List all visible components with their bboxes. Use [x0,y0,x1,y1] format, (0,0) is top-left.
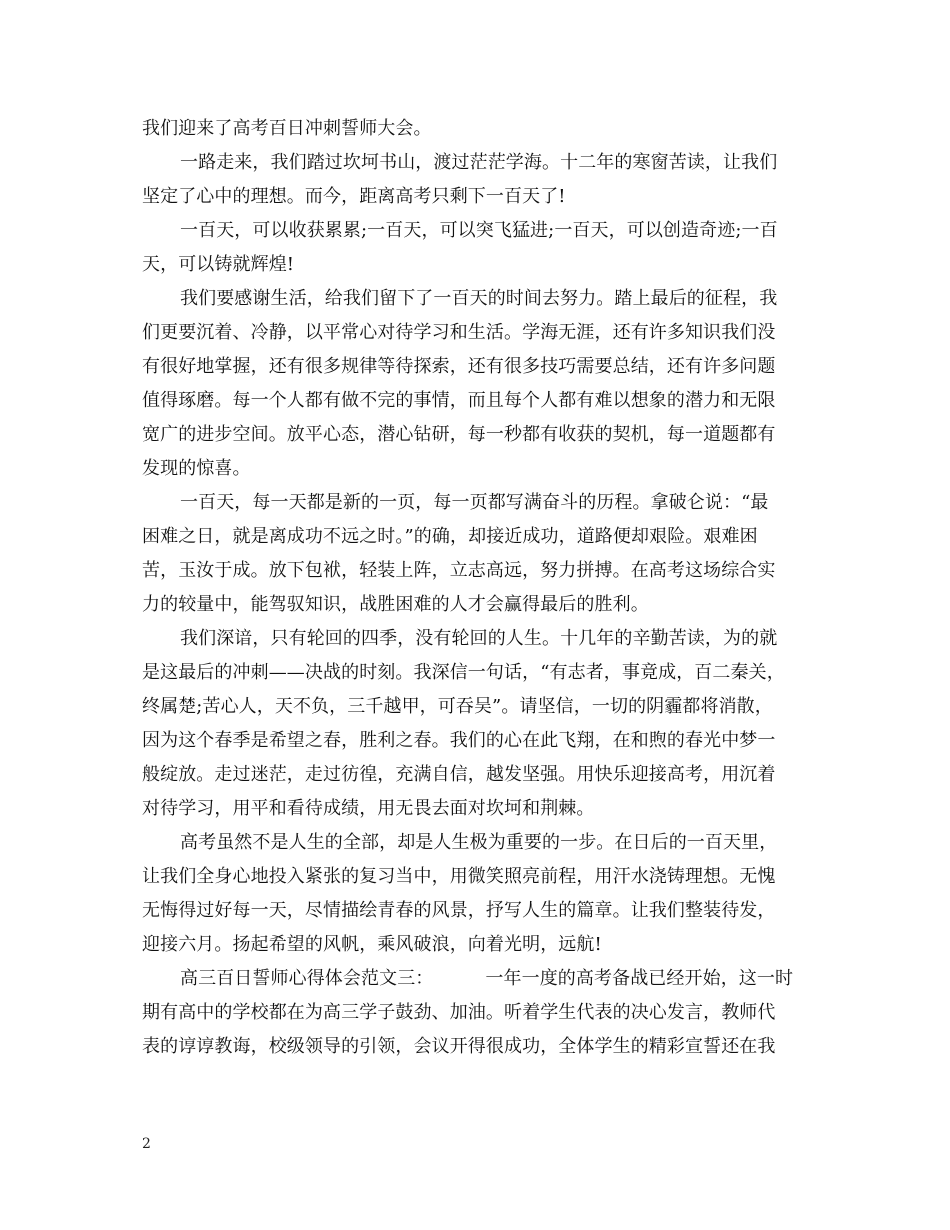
text-line: 们更要沉着、冷静，以平常心对待学习和生活。学海无涯，还有许多知识我们没 [142,322,776,343]
text-line: 值得琢磨。每一个人都有做不完的事情，而且每个人都有难以想象的潜力和无限 [142,390,776,411]
text-line: 宽广的进步空间。放平心态，潜心钻研，每一秒都有收获的契机，每一道题都有 [142,424,776,445]
document-body [142,114,822,1066]
text-line: 期有高中的学校都在为高三学子鼓劲、加油。听着学生代表的决心发言，教师代 [142,1002,776,1023]
text-line: 一路走来，我们踏过坎坷书山，渡过茫茫学海。十二年的寒窗苦读，让我们 [180,152,778,173]
text-line: 力的较量中，能驾驭知识，战胜困难的人才会赢得最后的胜利。 [142,594,649,615]
text-line: 困难之日，就是离成功不远之时。”的确，却接近成功，道路便却艰险。艰难困 [142,526,758,547]
text-line: 高考虽然不是人生的全部，却是人生极为重要的一步。在日后的一百天里， [180,832,778,853]
text-line: 我们迎来了高考百日冲刺誓师大会。 [142,118,432,139]
section-heading-line [142,964,822,998]
page-number: 2 [142,1136,151,1152]
text-line: 因为这个春季是希望之春，胜利之春。我们的心在此飞翔，在和煦的春光中梦一 [142,730,776,751]
text-line: 坚定了心中的理想。而今，距离高考只剩下一百天了! [142,186,566,207]
text-line: 是这最后的冲刺——决战的时刻。我深信一句话，“有志者，事竟成，百二秦关， [142,662,785,683]
text-line: 苦，玉汝于成。放下包袱，轻装上阵，立志高远，努力拼搏。在高考这场综合实 [142,560,776,581]
text-line: 无悔得过好每一天，尽情描绘青春的风景，抒写人生的篇章。让我们整装待发， [142,900,776,921]
text-line: 一百天，每一天都是新的一页，每一页都写满奋斗的历程。拿破仑说：“最 [180,492,769,513]
text-line: 发现的惊喜。 [142,458,251,479]
section-heading-text: 一年一度的高考备战已经开始，这一时 [485,968,794,989]
text-line: 有很好地掌握，还有很多规律等待探索，还有很多技巧需要总结，还有许多问题 [142,356,776,377]
text-line: 一百天，可以收获累累;一百天，可以突飞猛进;一百天，可以创造奇迹;一百 [180,220,778,241]
section-heading-label: 高三百日誓师心得体会范文三： [180,968,434,989]
text-line: 让我们全身心地投入紧张的复习当中，用微笑照亮前程，用汗水浇铸理想。无愧 [142,866,776,887]
text-line: 天，可以铸就辉煌! [142,254,295,275]
text-line: 对待学习，用平和看待成绩，用无畏去面对坎坷和荆棘。 [142,798,595,819]
text-line: 般绽放。走过迷茫，走过彷徨，充满自信，越发坚强。用快乐迎接高考，用沉着 [142,764,776,785]
text-line: 终属楚;苦心人，天不负，三千越甲，可吞吴”。请坚信，一切的阴霾都将消散， [142,696,773,717]
text-line: 我们要感谢生活，给我们留下了一百天的时间去努力。踏上最后的征程，我 [180,288,778,309]
text-line: 我们深谙，只有轮回的四季，没有轮回的人生。十几年的辛勤苦读，为的就 [180,628,778,649]
text-line: 迎接六月。扬起希望的风帆，乘风破浪，向着光明，远航! [142,934,602,955]
text-line: 表的谆谆教诲，校级领导的引领，会议开得很成功，全体学生的精彩宣誓还在我 [142,1036,776,1057]
